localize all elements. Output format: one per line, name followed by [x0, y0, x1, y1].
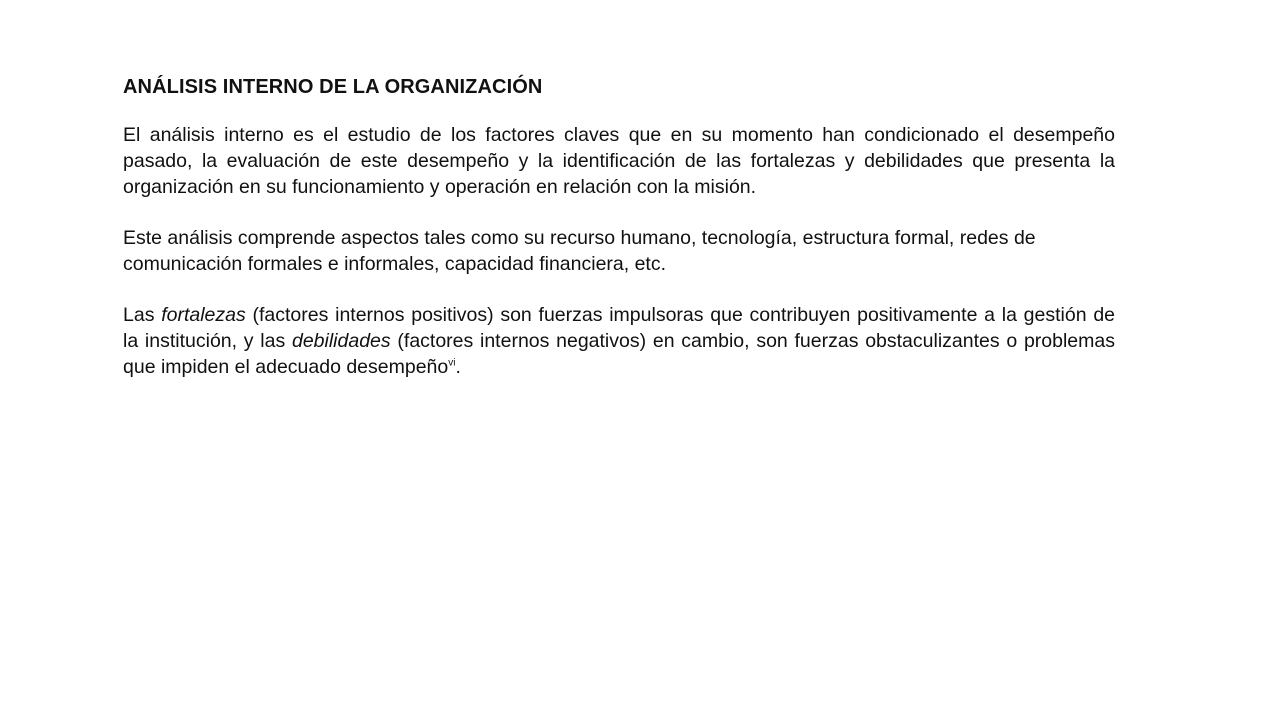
paragraph-definition: El análisis interno es el estudio de los factores claves que en su momento han condicionado el desempeño pasado, la evaluación de este desempeño y la identificación de las fortalezas y debilidades que presenta la organización en su funcionamiento y operación en relación con la misión.: [123, 124, 1115, 198]
paragraph-text-part-1: Las: [123, 304, 162, 326]
paragraph-text-part-2: (factores internos positivos) son fuerzas impulsoras que contribuyen positivamente a la gestión de la institución, y las: [123, 304, 1116, 352]
paragraph-text-part-4: .: [455, 356, 461, 378]
document-page: [123, 74, 1115, 405]
paragraph-aspects: Este análisis comprende aspectos tales como su recurso humano, tecnología, estructura formal, redes de comunicación formales e informales, capacidad financiera, etc.: [123, 227, 1036, 275]
footnote-reference[interactable]: vi: [448, 357, 456, 369]
section-heading: ANÁLISIS INTERNO DE LA ORGANIZACIÓN: [123, 76, 543, 98]
term-fortalezas: fortalezas: [161, 304, 246, 326]
paragraph-strengths-weaknesses: [123, 302, 1115, 380]
term-debilidades: debilidades: [291, 330, 391, 352]
paragraph-text-part-3: (factores internos negativos) en cambio, son fuerzas obstaculizantes o problemas que impiden el adecuado desempeño: [123, 330, 1115, 378]
